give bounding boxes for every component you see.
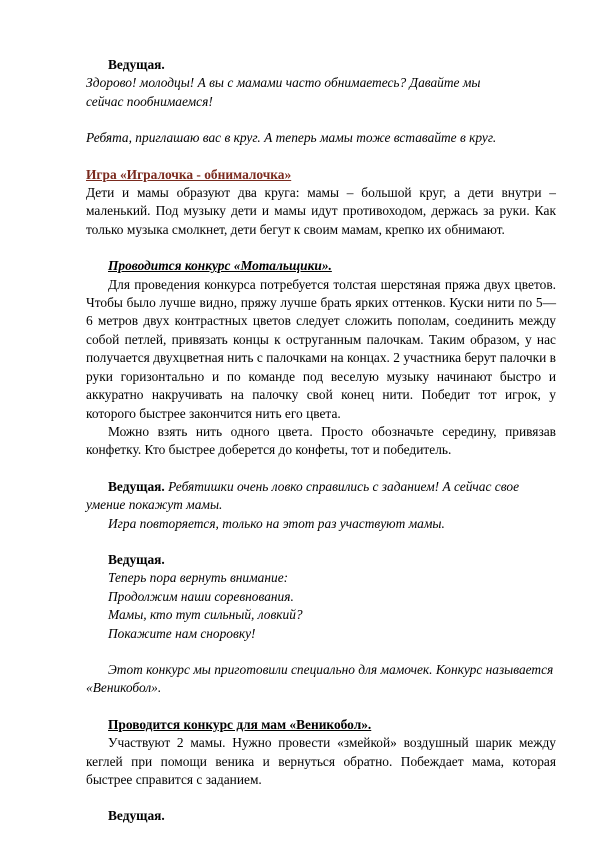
- game-description: Дети и мамы образуют два круга: мамы – большой круг, а дети внутри – маленький. Под музыку дети и мамы идут противоходом, держась за руки. Как только музыка смолкнет, дети бегут к своим мамам, крепко их обнимают.: [86, 185, 556, 237]
- speaker-paragraph: [86, 478, 556, 515]
- spacer: [86, 789, 556, 807]
- contest-description: Для проведения конкурса потребуется толстая шерстяная пряжа двух цветов. Чтобы было лучше видно, пряжу лучше брать ярких оттенков. Куски нити по 5—6 метров двух контрастных цветов следует сложить пополам, соединить между собой петлей, привязать концы к оструганным палочкам. Таким образом, у нас получается двухцветная нить с палочками на концах. 2 участника берут палочки в руки горизонтально и по команде под веселую музыку начинают быстро и аккуратно накручивать на палочку свой конец нити. Победит тот игрок, у которого быстрее закончится нить его цвета.: [86, 276, 556, 421]
- spacer: [86, 239, 556, 257]
- contest-title: Проводится конкурс «Мотальщики».: [108, 258, 332, 274]
- contest-title: Проводится конкурс для мам «Веникобол».: [108, 716, 372, 732]
- speaker-label: Ведущая.: [108, 551, 165, 567]
- spacer: [86, 111, 556, 129]
- speaker-label: Ведущая.: [108, 478, 165, 494]
- poem-line: Покажите нам сноровку!: [108, 625, 256, 641]
- poem-line: Продолжим наши соревнования.: [108, 588, 294, 604]
- speech-line: Ребята, приглашаю вас в круг. А теперь мамы тоже вставайте в круг.: [86, 130, 497, 146]
- spacer: [86, 460, 556, 478]
- poem-line: Теперь пора вернуть внимание:: [108, 570, 289, 586]
- contest-description: Участвуют 2 мамы. Нужно провести «змейкой» воздушный шарик между кеглей при помощи веника и вернуться обратно. Побеждает мама, которая быстрее справится с заданием.: [86, 735, 556, 787]
- poem-line: Мамы, кто тут сильный, ловкий?: [108, 607, 303, 623]
- speech-line: Игра повторяется, только на этот раз участвуют мамы.: [108, 515, 445, 531]
- spacer: [86, 148, 556, 166]
- spacer: [86, 533, 556, 551]
- speaker-label: Ведущая.: [108, 57, 165, 72]
- contest-note: Можно взять нить одного цвета. Просто обозначьте середину, привязав конфетку. Кто быстрее доберется до конфеты, тот и победитель.: [86, 423, 556, 458]
- speech-line: Здорово! молодцы! А вы с мамами часто обнимаетесь? Давайте мы: [86, 75, 481, 91]
- speech-line: сейчас пообнимаемся!: [86, 93, 213, 109]
- document-page: [86, 56, 556, 826]
- contest-intro: Этот конкурс мы приготовили специально для мамочек. Конкурс называется «Веникобол».: [86, 661, 554, 696]
- speech-text: Ребятишки очень ловко справились с заданием! А сейчас свое умение покажут мамы.: [86, 478, 520, 513]
- spacer: [86, 643, 556, 661]
- game-title: Игра «Игралочка - обнималочка»: [86, 166, 292, 182]
- speaker-label: Ведущая.: [108, 808, 165, 824]
- spacer: [86, 698, 556, 716]
